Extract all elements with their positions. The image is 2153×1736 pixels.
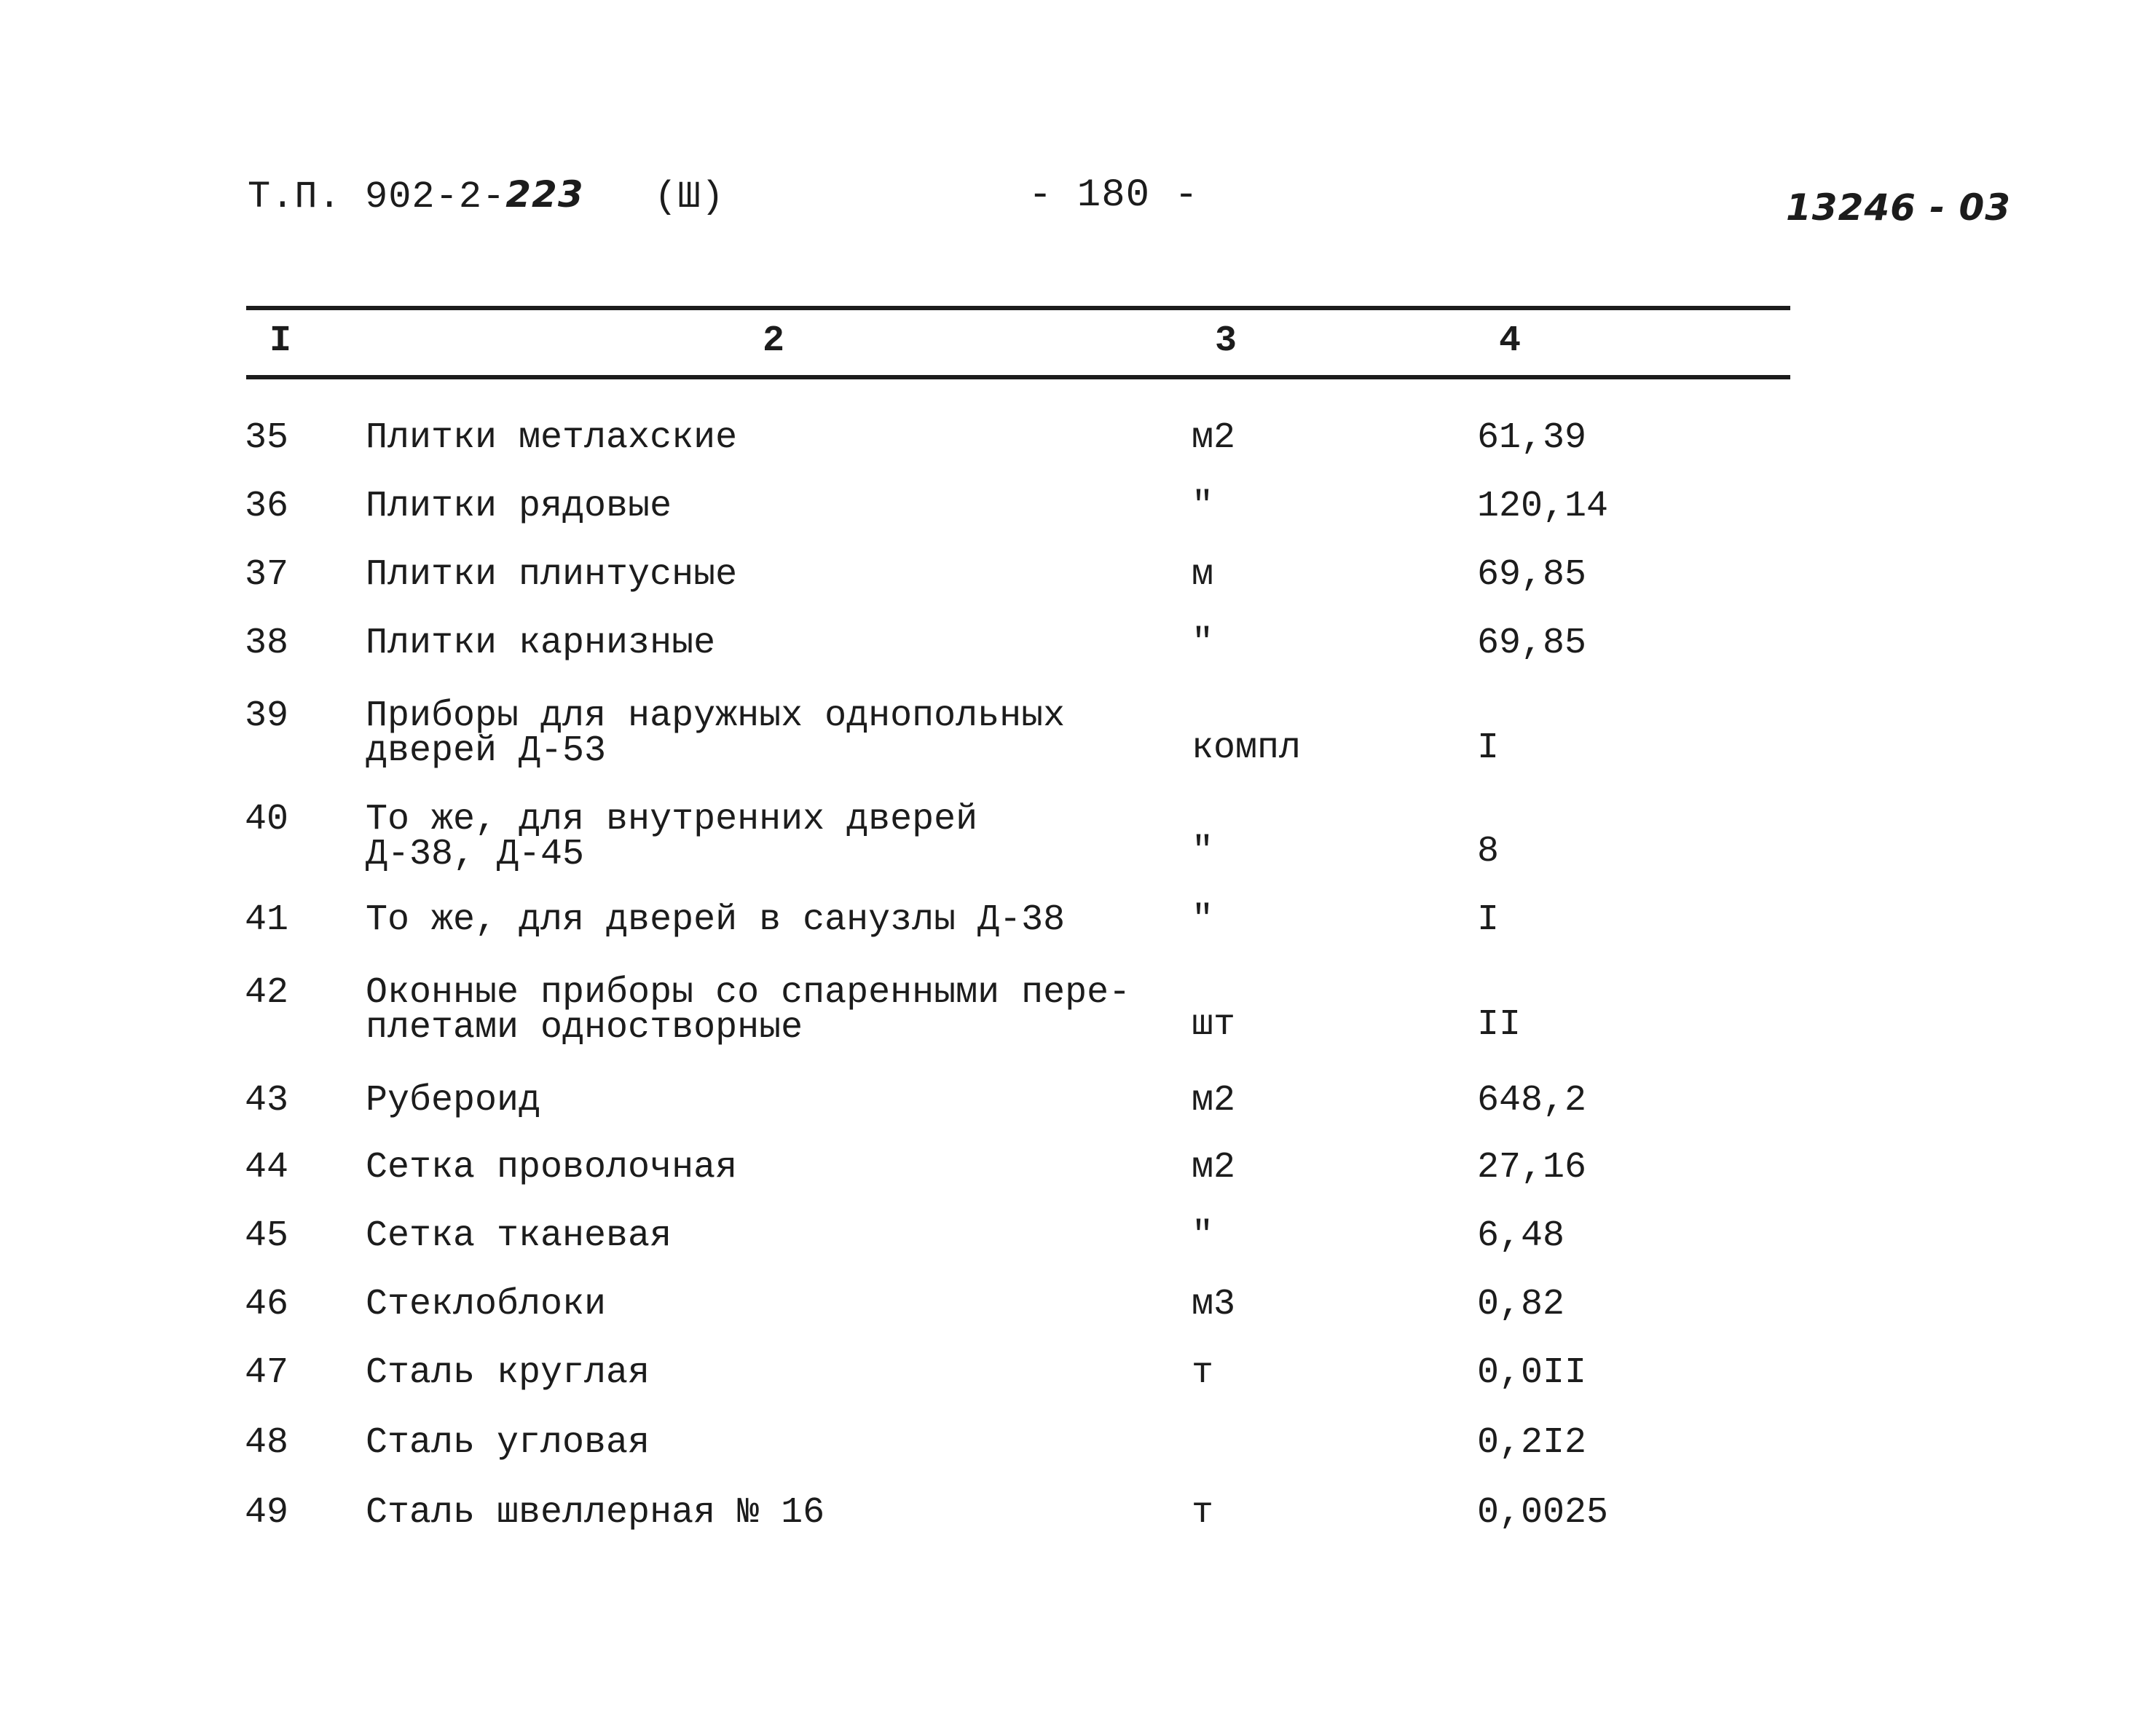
row-name-line: Сталь швеллерная № 16 (366, 1492, 825, 1534)
row-number: 40 (245, 799, 289, 840)
row-name-line: Оконные приборы со спаренными пере- (366, 972, 1131, 1014)
document-code-prefix: Т.П. 902-2- (248, 175, 506, 218)
column-header-3: 3 (1215, 320, 1237, 362)
inventory-number: 13246 - 03 (1786, 186, 2012, 229)
row-value: 0,0II (1477, 1352, 1587, 1394)
row-number: 48 (245, 1422, 289, 1464)
row-unit: шт (1192, 1004, 1236, 1046)
row-unit: м2 (1192, 1080, 1236, 1121)
row-name-line: Плитки карнизные (366, 623, 716, 664)
row-name-line: плетами одностворные (366, 1007, 803, 1049)
row-name (366, 623, 716, 664)
row-value: I (1477, 727, 1500, 769)
row-name (366, 1147, 738, 1188)
row-value: 6,48 (1477, 1215, 1565, 1257)
row-name (366, 799, 978, 875)
row-name (366, 899, 1066, 941)
page-number: - 180 - (1028, 173, 1199, 218)
row-number: 41 (245, 899, 289, 941)
row-name-line: Плитки рядовые (366, 486, 672, 527)
row-value: 648,2 (1477, 1080, 1587, 1121)
row-name (366, 417, 738, 459)
row-number: 43 (245, 1080, 289, 1121)
document-code (248, 173, 725, 218)
column-header-2: 2 (763, 320, 785, 362)
row-name-line: То же, для дверей в санузлы Д-38 (366, 899, 1066, 941)
row-unit: т (1192, 1492, 1214, 1534)
row-value: 69,85 (1477, 554, 1587, 596)
row-value: 69,85 (1477, 623, 1587, 664)
row-name (366, 1422, 650, 1464)
row-name-line: Д-38, Д-45 (366, 834, 585, 875)
row-value: 0,82 (1477, 1284, 1565, 1325)
row-number: 42 (245, 972, 289, 1014)
row-name (366, 695, 1066, 772)
row-name-line: То же, для внутренних дверей (366, 799, 978, 840)
column-header-1: I (269, 320, 292, 362)
row-name-line: Сталь круглая (366, 1352, 650, 1394)
row-name-line: Плитки метлахские (366, 417, 738, 459)
row-number: 39 (245, 695, 289, 737)
table-header-rule (246, 375, 1790, 379)
row-name-line: Сталь угловая (366, 1422, 650, 1464)
row-value: I (1477, 899, 1500, 941)
row-unit: " (1192, 1215, 1214, 1257)
row-number: 35 (245, 417, 289, 459)
row-name (366, 1215, 672, 1257)
document-number-handwritten: 223 (505, 173, 584, 216)
document-part: (Ш) (654, 175, 725, 218)
row-name-line: Сетка проволочная (366, 1147, 738, 1188)
row-unit: компл (1192, 727, 1302, 769)
table-top-rule (246, 306, 1790, 310)
row-name-line: Рубероид (366, 1080, 541, 1121)
row-name (366, 1284, 607, 1325)
row-name-line: дверей Д-53 (366, 730, 607, 772)
row-number: 49 (245, 1492, 289, 1534)
row-number: 36 (245, 486, 289, 527)
row-name (366, 1492, 825, 1534)
row-unit: " (1192, 623, 1214, 664)
row-value: 0,0025 (1477, 1492, 1609, 1534)
row-unit: м3 (1192, 1284, 1236, 1325)
row-name (366, 486, 672, 527)
row-unit: м2 (1192, 1147, 1236, 1188)
row-unit: " (1192, 899, 1214, 941)
row-name-line: Стеклоблоки (366, 1284, 607, 1325)
row-unit: " (1192, 486, 1214, 527)
row-number: 47 (245, 1352, 289, 1394)
row-number: 44 (245, 1147, 289, 1188)
row-number: 38 (245, 623, 289, 664)
row-name (366, 1352, 650, 1394)
row-name-line: Приборы для наружных однопольных (366, 695, 1066, 737)
column-header-4: 4 (1499, 320, 1522, 362)
row-unit: м2 (1192, 417, 1236, 459)
row-value: 8 (1477, 831, 1500, 872)
row-unit: " (1192, 831, 1214, 872)
row-value: II (1477, 1004, 1522, 1046)
row-number: 45 (245, 1215, 289, 1257)
row-name (366, 1080, 541, 1121)
row-unit: т (1192, 1352, 1214, 1394)
row-value: 0,2I2 (1477, 1422, 1587, 1464)
row-name-line: Сетка тканевая (366, 1215, 672, 1257)
row-name (366, 554, 738, 596)
row-unit: м (1192, 554, 1214, 596)
row-name (366, 972, 1131, 1049)
row-name-line: Плитки плинтусные (366, 554, 738, 596)
row-value: 120,14 (1477, 486, 1609, 527)
row-value: 27,16 (1477, 1147, 1587, 1188)
row-value: 61,39 (1477, 417, 1587, 459)
row-number: 37 (245, 554, 289, 596)
row-number: 46 (245, 1284, 289, 1325)
